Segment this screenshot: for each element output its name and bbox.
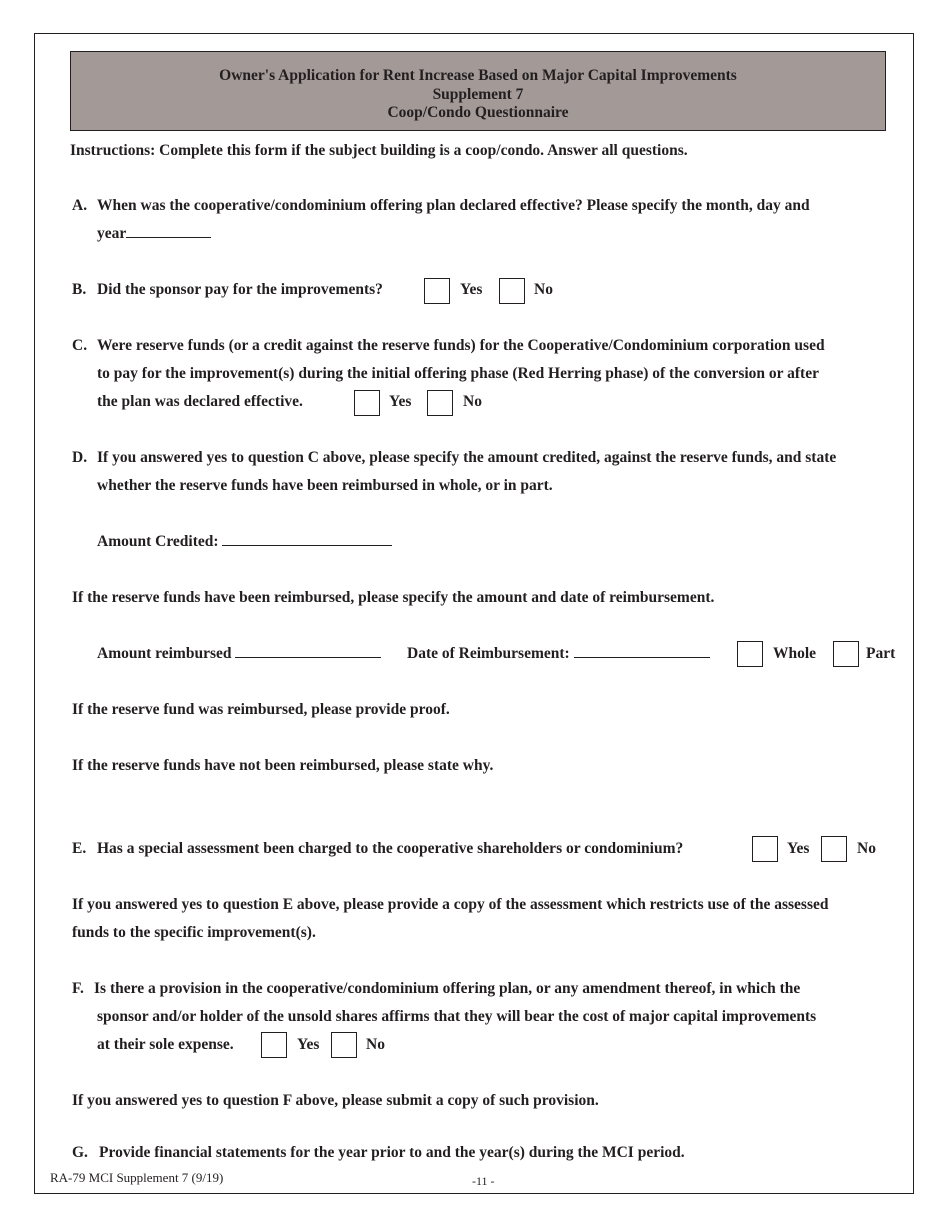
amount-reimbursed-input[interactable] xyxy=(235,642,381,658)
not-reimbursed: If the reserve funds have not been reimbursed, please state why. xyxy=(72,757,494,774)
amount-reimbursed-label: Amount reimbursed xyxy=(97,645,232,662)
form-header xyxy=(70,51,886,131)
question-c-no-checkbox[interactable] xyxy=(427,390,453,416)
question-b-no-checkbox[interactable] xyxy=(499,278,525,304)
question-b-letter: B. xyxy=(72,281,87,298)
question-f-no-checkbox[interactable] xyxy=(331,1032,357,1058)
date-reimbursement-label: Date of Reimbursement: xyxy=(407,645,570,662)
form-id: RA-79 MCI Supplement 7 (9/19) xyxy=(50,1170,224,1185)
question-c-line3: the plan was declared effective. xyxy=(97,393,303,410)
question-d-line1: If you answered yes to question C above, please specify the amount credited, against the reserve funds, and state xyxy=(97,449,837,466)
question-c-line1: Were reserve funds (or a credit against the reserve funds) for the Cooperative/Condominium corporation used xyxy=(97,337,825,354)
part-checkbox[interactable] xyxy=(833,641,859,667)
question-f-followup: If you answered yes to question F above, please submit a copy of such provision. xyxy=(72,1092,599,1109)
year-input[interactable] xyxy=(126,222,211,238)
question-b-yes-label: Yes xyxy=(460,281,483,298)
question-g-text: Provide financial statements for the year prior to and the year(s) during the MCI period. xyxy=(99,1144,685,1161)
page-number: -11 - xyxy=(472,1174,495,1188)
question-d-letter: D. xyxy=(72,449,88,466)
question-e-yes-checkbox[interactable] xyxy=(752,836,778,862)
reimbursed-proof: If the reserve fund was reimbursed, please provide proof. xyxy=(72,701,450,718)
whole-checkbox[interactable] xyxy=(737,641,763,667)
amount-credited-input[interactable] xyxy=(222,530,392,546)
part-label: Part xyxy=(866,645,896,662)
question-b-no-label: No xyxy=(534,281,553,298)
question-d-line2: whether the reserve funds have been reimbursed in whole, or in part. xyxy=(97,477,553,494)
form-title: Owner's Application for Rent Increase Based on Major Capital Improvements xyxy=(219,67,737,84)
question-e-letter: E. xyxy=(72,840,87,857)
question-a-line2 xyxy=(97,220,211,248)
amount-credited-label: Amount Credited: xyxy=(97,533,219,550)
question-f-line3: at their sole expense. xyxy=(97,1036,234,1053)
form-subtitle: Coop/Condo Questionnaire xyxy=(387,104,569,121)
instructions: Instructions: Complete this form if the subject building is a coop/condo. Answer all questions. xyxy=(70,142,688,159)
question-b-yes-checkbox[interactable] xyxy=(424,278,450,304)
question-f-line2: sponsor and/or holder of the unsold shares affirms that they will bear the cost of major capital improvements xyxy=(97,1008,817,1025)
amount-reimbursed-row xyxy=(97,640,381,668)
question-c-no-label: No xyxy=(463,393,482,410)
question-f-no-label: No xyxy=(366,1036,385,1053)
question-c-yes-checkbox[interactable] xyxy=(354,390,380,416)
question-f-yes-label: Yes xyxy=(297,1036,320,1053)
date-reimbursement-row xyxy=(407,640,710,668)
question-e-no-checkbox[interactable] xyxy=(821,836,847,862)
question-f-line1: Is there a provision in the cooperative/condominium offering plan, or any amendment thereof, in which the xyxy=(94,980,801,997)
amount-credited-row xyxy=(97,528,392,556)
question-e-followup-line2: funds to the specific improvement(s). xyxy=(72,924,316,941)
question-c-line2: to pay for the improvement(s) during the initial offering phase (Red Herring phase) of the conversion or after xyxy=(97,365,819,382)
question-e-followup-line1: If you answered yes to question E above, please provide a copy of the assessment which restricts use of the assessed xyxy=(72,896,829,913)
question-a-line1: When was the cooperative/condominium offering plan declared effective? Please specify the month, day and xyxy=(97,197,810,214)
reimbursed-intro: If the reserve funds have been reimbursed, please specify the amount and date of reimbursement. xyxy=(72,589,715,606)
question-a-year-label: year xyxy=(97,225,127,242)
question-a-letter: A. xyxy=(72,197,88,214)
question-g-letter: G. xyxy=(72,1144,88,1161)
form-supplement: Supplement 7 xyxy=(432,85,524,103)
question-b-text: Did the sponsor pay for the improvements? xyxy=(97,281,383,298)
question-c-letter: C. xyxy=(72,337,88,354)
question-e-no-label: No xyxy=(857,840,876,857)
question-e-text: Has a special assessment been charged to the cooperative shareholders or condominium? xyxy=(97,840,684,857)
date-reimbursement-input[interactable] xyxy=(574,642,710,658)
question-f-letter: F. xyxy=(72,980,84,997)
question-e-yes-label: Yes xyxy=(787,840,810,857)
whole-label: Whole xyxy=(773,645,817,662)
question-c-yes-label: Yes xyxy=(389,393,412,410)
question-f-yes-checkbox[interactable] xyxy=(261,1032,287,1058)
